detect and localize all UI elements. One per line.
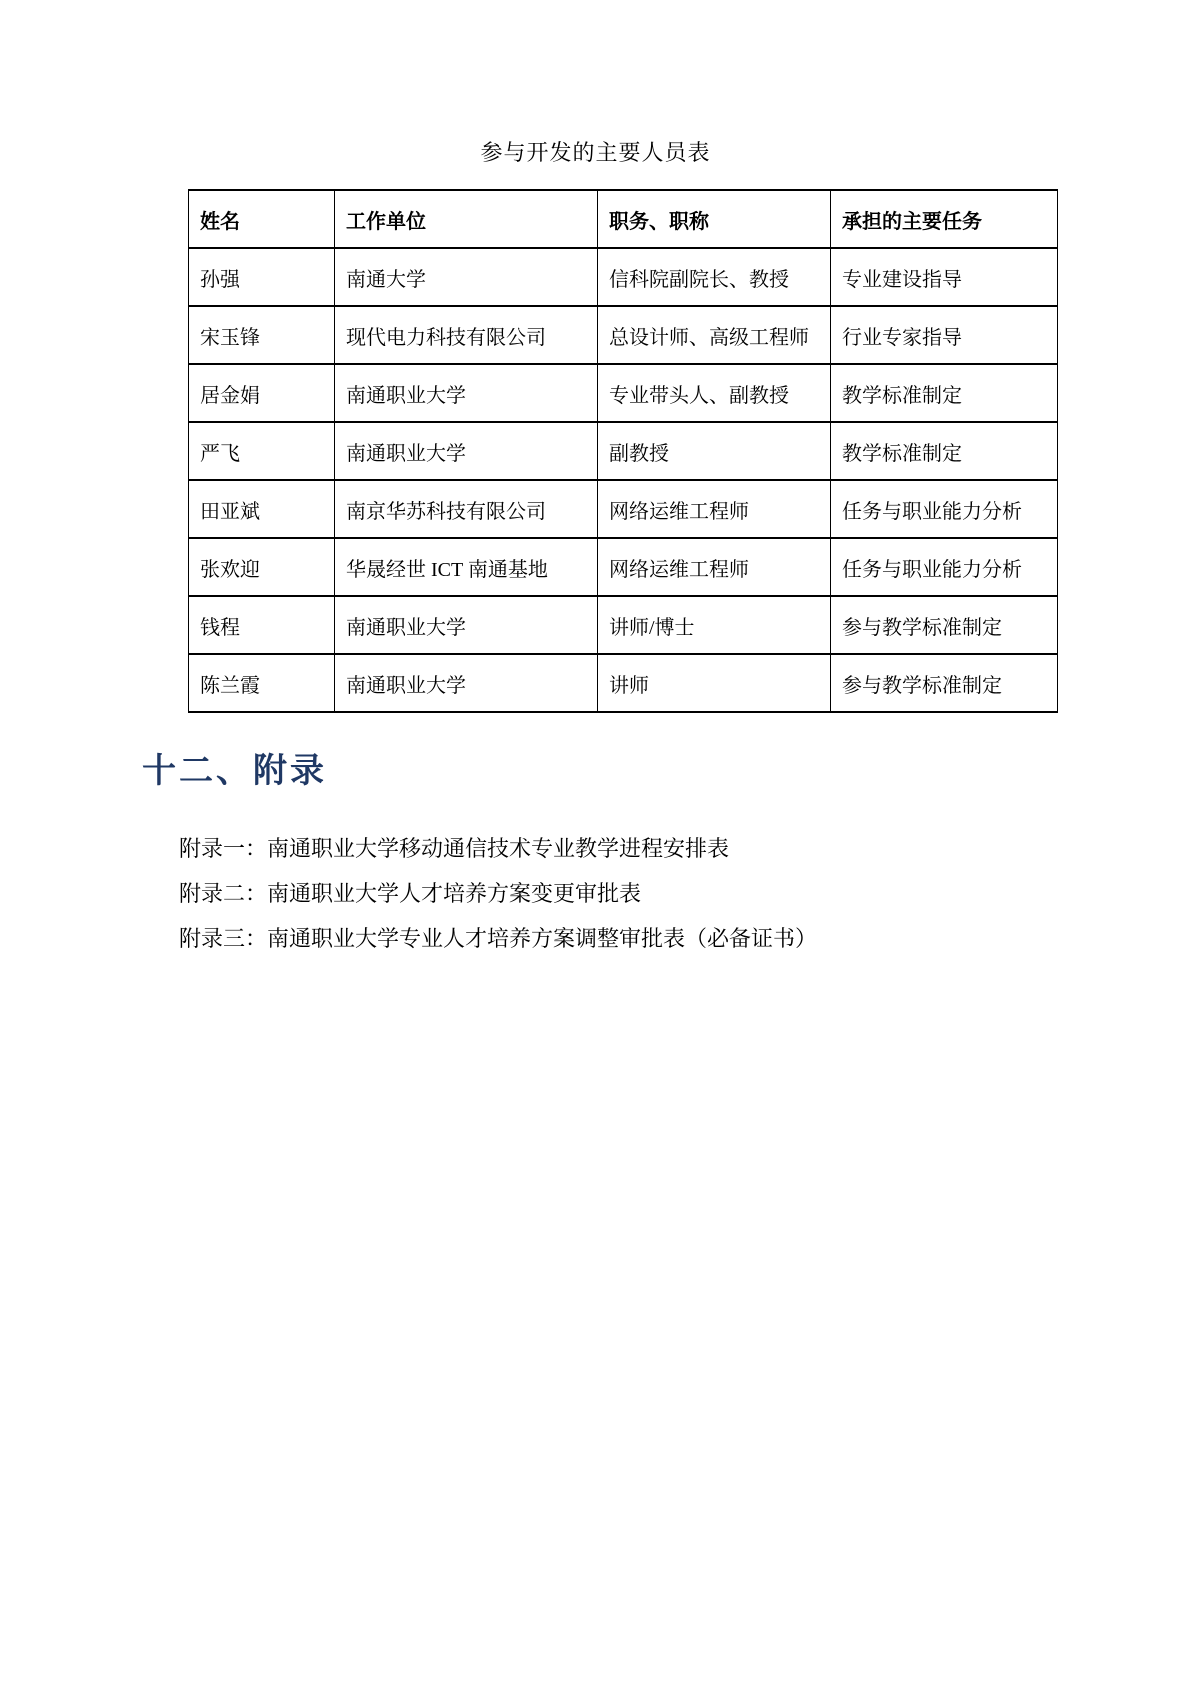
cell-task: 任务与职业能力分析 [831, 480, 1058, 538]
header-workunit: 工作单位 [335, 190, 598, 248]
table-row [189, 248, 1058, 306]
cell-workunit: 南通职业大学 [335, 596, 598, 654]
cell-workunit: 南通职业大学 [335, 364, 598, 422]
cell-workunit: 南通大学 [335, 248, 598, 306]
cell-name: 孙强 [189, 248, 335, 306]
cell-title: 讲师/博士 [598, 596, 831, 654]
cell-workunit: 现代电力科技有限公司 [335, 306, 598, 364]
cell-title: 网络运维工程师 [598, 480, 831, 538]
cell-workunit: 华晟经世 ICT 南通基地 [335, 538, 598, 596]
cell-title: 讲师 [598, 654, 831, 712]
personnel-table [188, 189, 1058, 713]
cell-task: 教学标准制定 [831, 422, 1058, 480]
table-row [189, 422, 1058, 480]
cell-workunit: 南通职业大学 [335, 654, 598, 712]
header-name: 姓名 [189, 190, 335, 248]
section-heading-appendix: 十二、附录 [142, 752, 327, 790]
header-task: 承担的主要任务 [831, 190, 1058, 248]
cell-name: 田亚斌 [189, 480, 335, 538]
table-row [189, 480, 1058, 538]
table-row [189, 654, 1058, 712]
cell-name: 陈兰霞 [189, 654, 335, 712]
table-row [189, 538, 1058, 596]
cell-title: 总设计师、高级工程师 [598, 306, 831, 364]
table-row [189, 306, 1058, 364]
cell-task: 参与教学标准制定 [831, 596, 1058, 654]
cell-task: 专业建设指导 [831, 248, 1058, 306]
cell-name: 张欢迎 [189, 538, 335, 596]
cell-title: 网络运维工程师 [598, 538, 831, 596]
appendix-item-3: 附录三：南通职业大学专业人才培养方案调整审批表（必备证书） [179, 926, 818, 951]
cell-task: 教学标准制定 [831, 364, 1058, 422]
cell-name: 严飞 [189, 422, 335, 480]
table-title: 参与开发的主要人员表 [480, 140, 711, 165]
cell-title: 专业带头人、副教授 [598, 364, 831, 422]
cell-workunit: 南京华苏科技有限公司 [335, 480, 598, 538]
cell-task: 行业专家指导 [831, 306, 1058, 364]
appendix-item-2: 附录二：南通职业大学人才培养方案变更审批表 [179, 881, 642, 906]
cell-task: 参与教学标准制定 [831, 654, 1058, 712]
table-header-row [189, 190, 1058, 248]
appendix-list [179, 826, 817, 961]
cell-workunit: 南通职业大学 [335, 422, 598, 480]
cell-name: 钱程 [189, 596, 335, 654]
cell-name: 宋玉锋 [189, 306, 335, 364]
cell-name: 居金娟 [189, 364, 335, 422]
cell-title: 副教授 [598, 422, 831, 480]
cell-task: 任务与职业能力分析 [831, 538, 1058, 596]
appendix-item-1: 附录一：南通职业大学移动通信技术专业教学进程安排表 [179, 836, 730, 861]
table-row [189, 596, 1058, 654]
cell-title: 信科院副院长、教授 [598, 248, 831, 306]
table-row [189, 364, 1058, 422]
header-title: 职务、职称 [598, 190, 831, 248]
